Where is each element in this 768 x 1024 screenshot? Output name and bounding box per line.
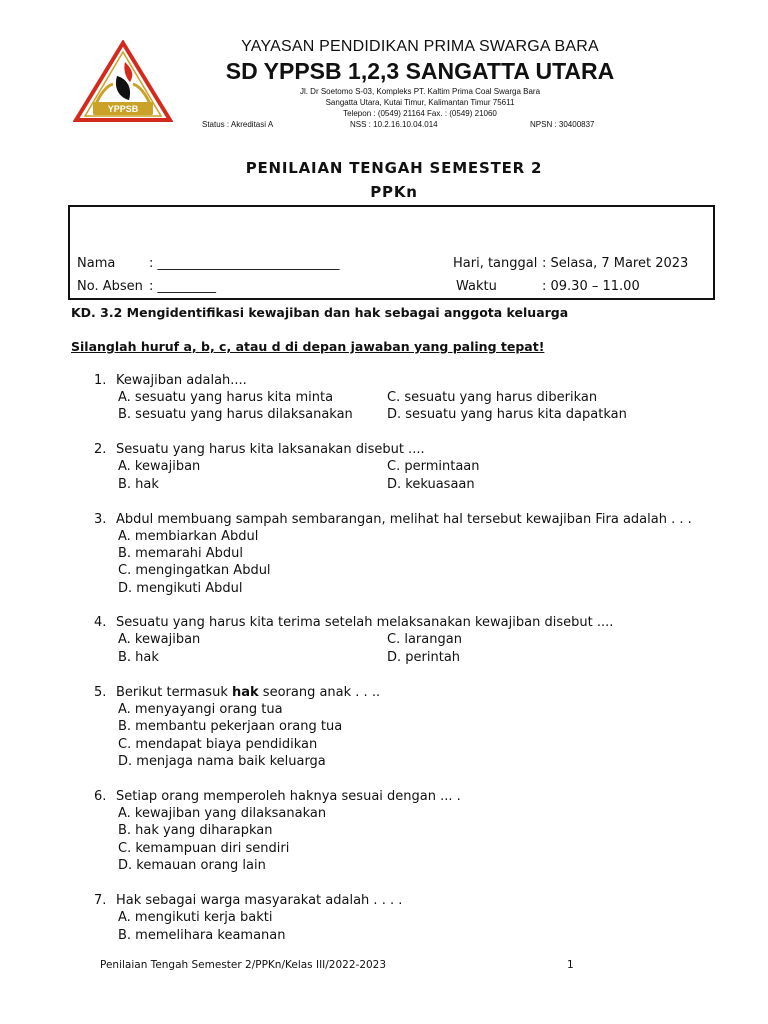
question-text: Kewajiban adalah.... — [116, 373, 247, 388]
option-b[interactable]: B. sesuatu yang harus dilaksanakan — [118, 407, 353, 422]
date-label: Hari, tanggal — [453, 256, 538, 271]
option-a[interactable]: A. sesuatu yang harus kita minta — [118, 390, 334, 405]
absen-label: No. Absen — [77, 279, 143, 294]
option-b[interactable]: B. hak yang diharapkan — [118, 823, 273, 838]
option-c[interactable]: C. kemampuan diri sendiri — [118, 841, 290, 856]
competency-statement: KD. 3.2 Mengidentifikasi kewajiban dan hak sebagai anggota keluarga — [71, 305, 569, 320]
phone-line: Telepon : (0549) 21164 Fax. : (0549) 21060 — [343, 109, 497, 118]
name-label: Nama — [77, 256, 116, 271]
option-a[interactable]: A. menyayangi orang tua — [118, 702, 283, 717]
option-d[interactable]: D. kekuasaan — [387, 477, 475, 492]
option-b[interactable]: B. memarahi Abdul — [118, 546, 244, 561]
question-number: 4. — [94, 615, 107, 630]
subject-title: PPKn — [370, 183, 418, 201]
question-text: Setiap orang memperoleh haknya sesuai dengan ... . — [116, 789, 461, 804]
exam-title: PENILAIAN TENGAH SEMESTER 2 — [245, 159, 543, 177]
question-text: Abdul membuang sampah sembarangan, melihat hal tersebut kewajiban Fira adalah . . . — [116, 512, 692, 527]
option-d[interactable]: D. kemauan orang lain — [118, 858, 266, 873]
option-d[interactable]: D. sesuatu yang harus kita dapatkan — [387, 407, 627, 422]
question-number: 5. — [94, 685, 107, 700]
option-a[interactable]: A. kewajiban — [118, 459, 201, 474]
question-number: 6. — [94, 789, 107, 804]
option-b[interactable]: B. memelihara keamanan — [118, 928, 286, 943]
address-line-2: Sangatta Utara, Kutai Timur, Kalimantan Timur 75611 — [325, 98, 515, 107]
nss-number: NSS : 10.2.16.10.04.014 — [350, 120, 438, 129]
question-text: Hak sebagai warga masyarakat adalah . . . . — [116, 893, 403, 908]
name-field[interactable]: : ____________________________ — [149, 256, 340, 271]
option-c[interactable]: C. mendapat biaya pendidikan — [118, 737, 318, 752]
page-number: 1 — [567, 959, 574, 971]
time-value: : 09.30 – 11.00 — [542, 279, 640, 294]
option-b[interactable]: B. hak — [118, 477, 159, 492]
option-b[interactable]: B. hak — [118, 650, 159, 665]
address-line-1: Jl. Dr Soetomo S-03, Kompleks PT. Kaltim Prima Coal Swarga Bara — [299, 87, 541, 96]
option-c[interactable]: C. mengingatkan Abdul — [118, 563, 271, 578]
option-b[interactable]: B. membantu pekerjaan orang tua — [118, 719, 343, 734]
svg-text:YPPSB: YPPSB — [107, 104, 139, 114]
question-number: 7. — [94, 893, 107, 908]
npsn-number: NPSN : 30400837 — [530, 120, 595, 129]
page-footer: Penilaian Tengah Semester 2/PPKn/Kelas III/2022-2023 — [100, 959, 387, 971]
question-number: 1. — [94, 373, 107, 388]
question-text: Sesuatu yang harus kita laksanakan disebut .... — [116, 442, 425, 457]
question-text: Sesuatu yang harus kita terima setelah melaksanakan kewajiban disebut .... — [116, 615, 614, 630]
emphasis-hak: hak — [231, 685, 259, 700]
question-number: 2. — [94, 442, 107, 457]
time-label: Waktu — [456, 279, 497, 294]
question-text: Berikut termasuk hak seorang anak . . .. — [116, 685, 381, 700]
option-d[interactable]: D. mengikuti Abdul — [118, 581, 243, 596]
absen-field[interactable]: : _________ — [149, 279, 217, 294]
option-c[interactable]: C. larangan — [387, 632, 462, 647]
instruction-text: Silanglah huruf a, b, c, atau d di depan jawaban yang paling tepat! — [71, 339, 545, 354]
date-value: : Selasa, 7 Maret 2023 — [542, 256, 689, 271]
option-a[interactable]: A. membiarkan Abdul — [118, 529, 259, 544]
option-a[interactable]: A. kewajiban — [118, 632, 201, 647]
question-number: 3. — [94, 512, 107, 527]
school-name: SD YPPSB 1,2,3 SANGATTA UTARA — [225, 58, 615, 84]
option-a[interactable]: A. mengikuti kerja bakti — [118, 910, 273, 925]
accreditation-status: Status : Akreditasi A — [202, 120, 274, 129]
foundation-name: YAYASAN PENDIDIKAN PRIMA SWARGA BARA — [241, 38, 599, 55]
option-d[interactable]: D. menjaga nama baik keluarga — [118, 754, 326, 769]
option-c[interactable]: C. sesuatu yang harus diberikan — [387, 390, 598, 405]
option-a[interactable]: A. kewajiban yang dilaksanakan — [118, 806, 327, 821]
option-c[interactable]: C. permintaan — [387, 459, 480, 474]
option-d[interactable]: D. perintah — [387, 650, 461, 665]
